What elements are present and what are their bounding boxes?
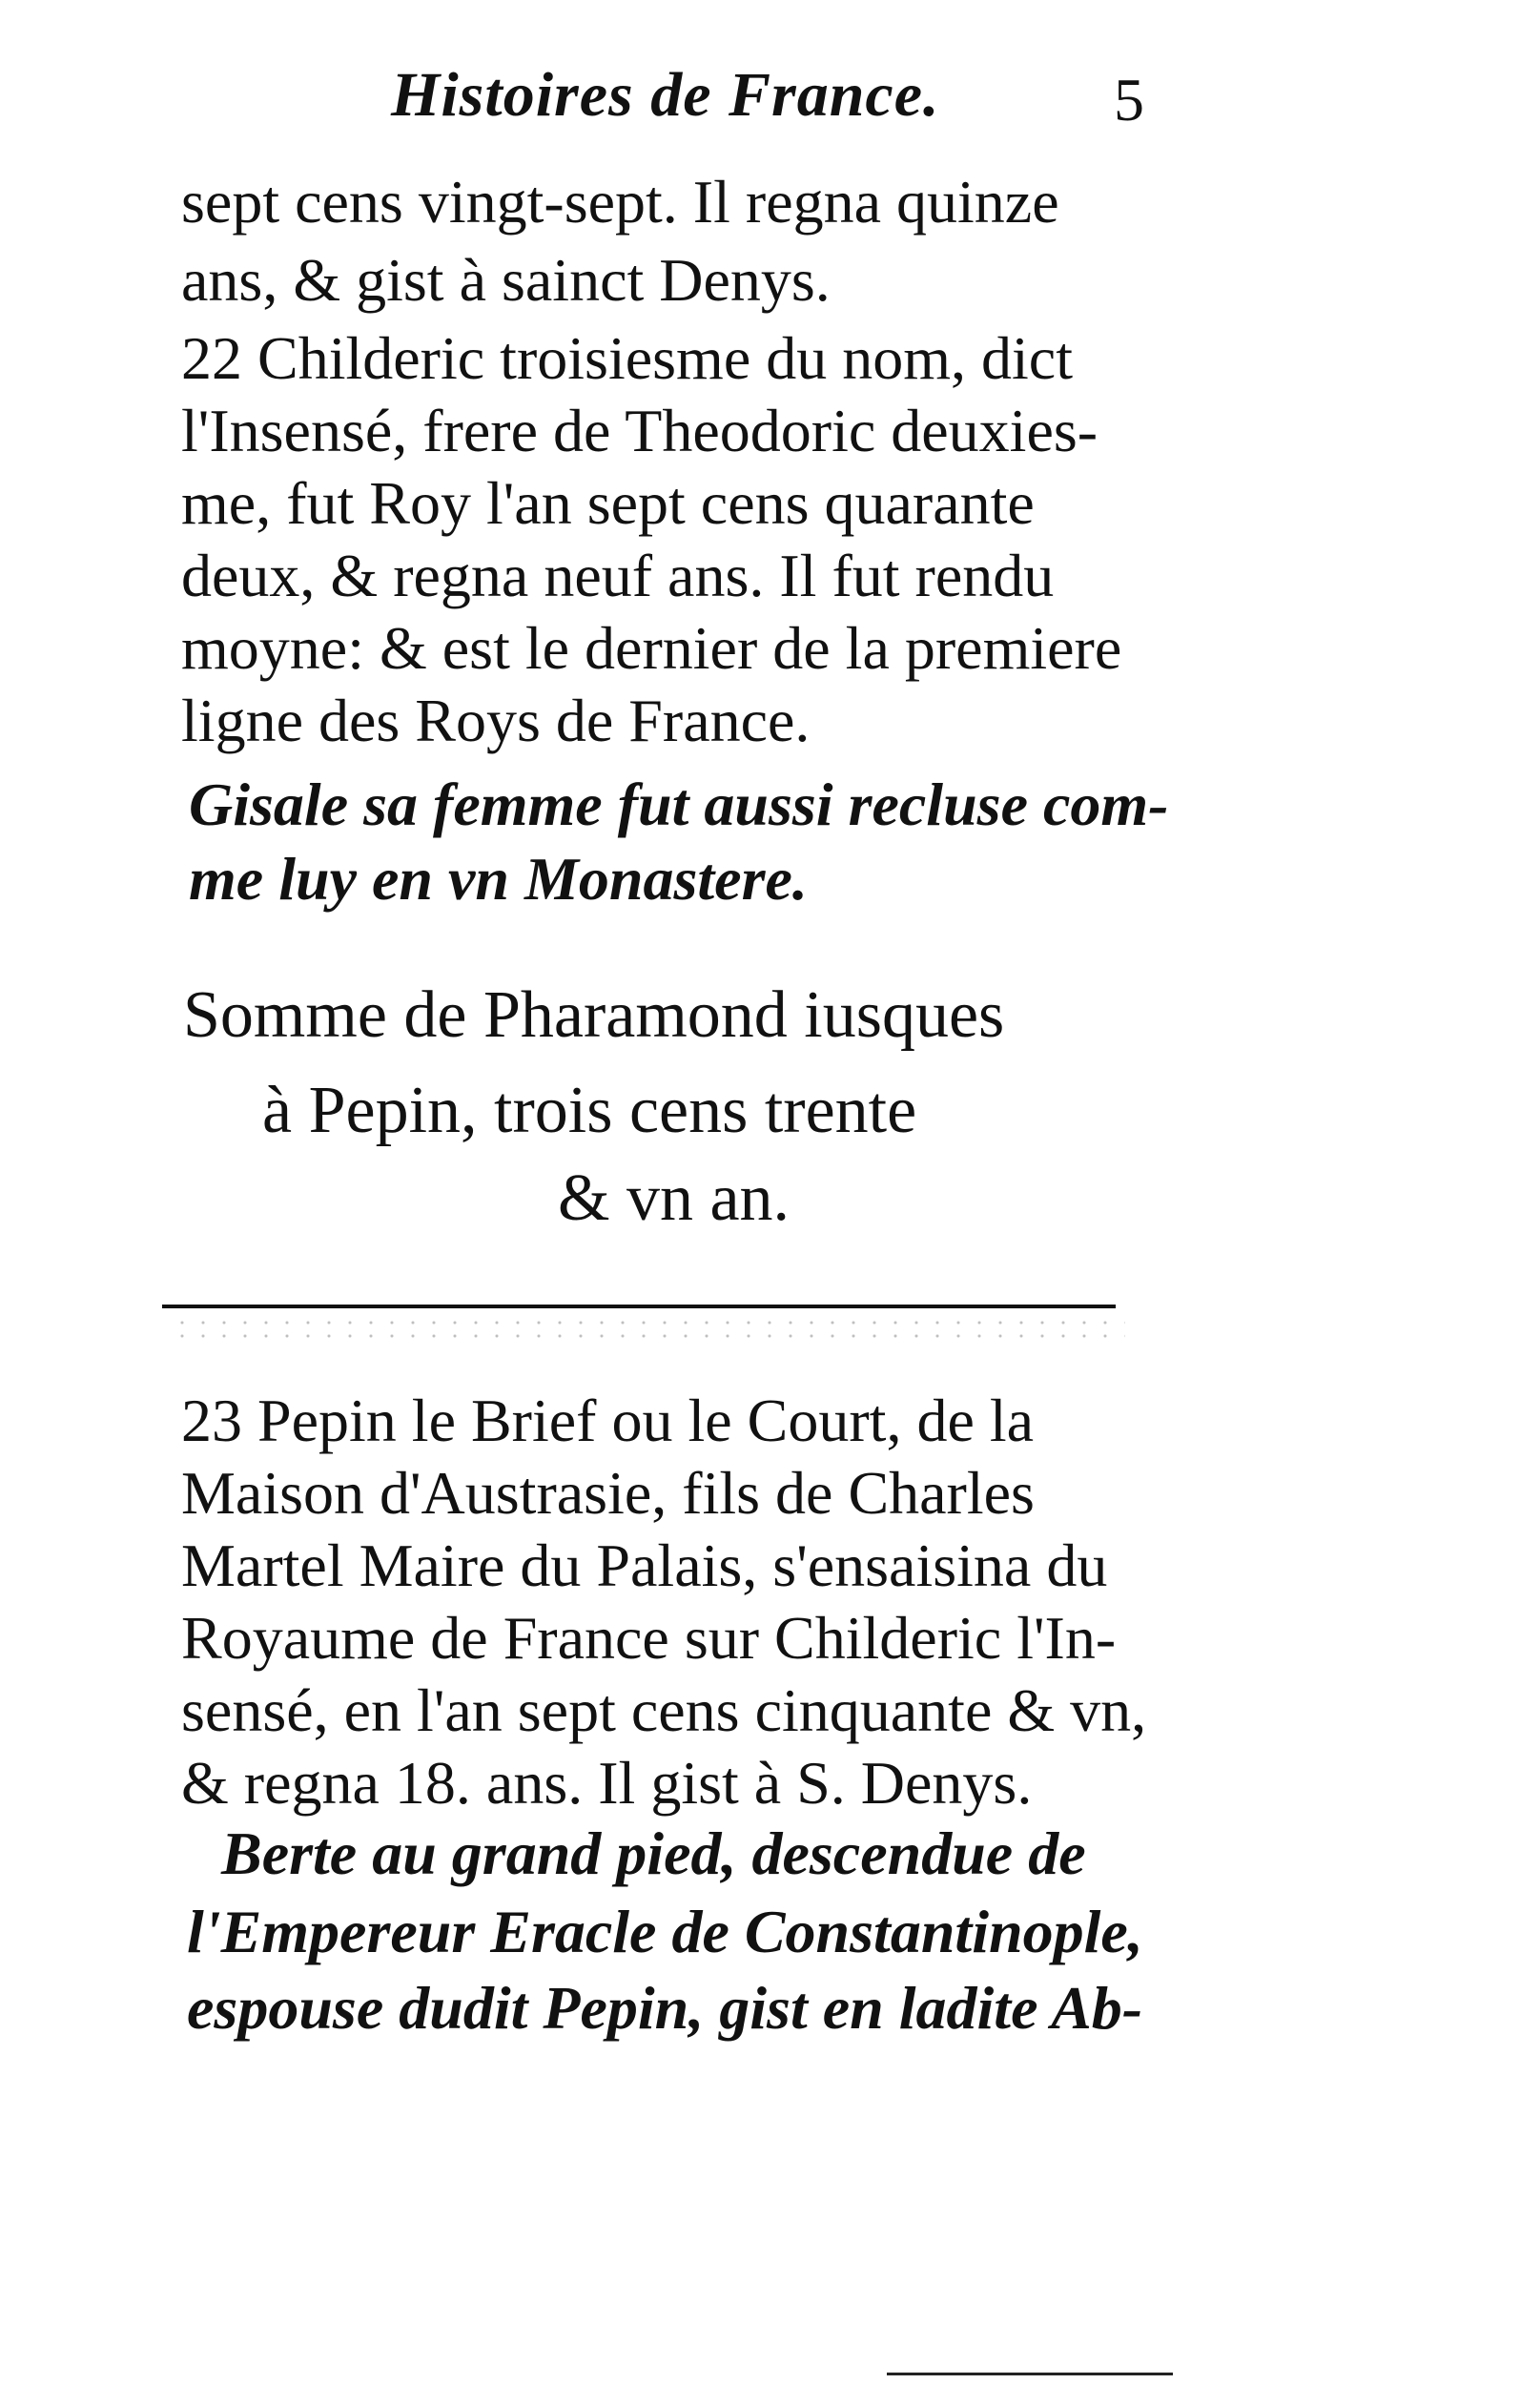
text-line: Maison d'Austrasie, fils de Charles: [181, 1459, 1035, 1527]
italic-note-line: l'Empereur Eracle de Constantinople,: [187, 1898, 1143, 1965]
text-line: ligne des Roys de France.: [181, 687, 811, 754]
text-line: & regna 18. ans. Il gist à S. Denys.: [181, 1749, 1033, 1817]
italic-note-line: Gisale sa femme fut aussi recluse com-: [189, 771, 1169, 838]
summary-line: & vn an.: [558, 1161, 791, 1235]
text-line: Royaume de France sur Childeric l'In-: [181, 1604, 1117, 1672]
text-line: 23 Pepin le Brief ou le Court, de la: [181, 1387, 1035, 1454]
text-line: Martel Maire du Palais, s'ensaisina du: [181, 1531, 1108, 1599]
italic-note-line: espouse dudit Pepin, gist en ladite Ab-: [187, 1974, 1143, 2042]
text-line: sensé, en l'an sept cens cinquante & vn,: [181, 1676, 1147, 1744]
text-line: deux, & regna neuf ans. Il fut rendu: [181, 542, 1055, 609]
running-title: Histoires de France.: [391, 60, 940, 130]
text-line: sept cens vingt-sept. Il regna quinze: [181, 168, 1059, 236]
text-line: ans, & gist à sainct Denys.: [181, 246, 831, 314]
italic-note-line: Berte au grand pied, descendue de: [221, 1819, 1086, 1887]
print-specks: [172, 1316, 1125, 1345]
text-line: me, fut Roy l'an sept cens quarante: [181, 469, 1035, 537]
text-line: l'Insensé, frere de Theodoric deuxies-: [181, 397, 1099, 464]
text-line: 22 Childeric troisiesme du nom, dict: [181, 324, 1073, 392]
italic-note-line: me luy en vn Monastere.: [189, 845, 808, 913]
text-line: moyne: & est le dernier de la premiere: [181, 614, 1122, 682]
horizontal-rule: [162, 1305, 1116, 1308]
page-number: 5: [1114, 66, 1144, 134]
running-head: [181, 59, 1163, 154]
summary-line: à Pepin, trois cens trente: [262, 1074, 917, 1147]
summary-line: Somme de Pharamond iusques: [183, 978, 1005, 1052]
bottom-edge-mark: [887, 2373, 1173, 2375]
